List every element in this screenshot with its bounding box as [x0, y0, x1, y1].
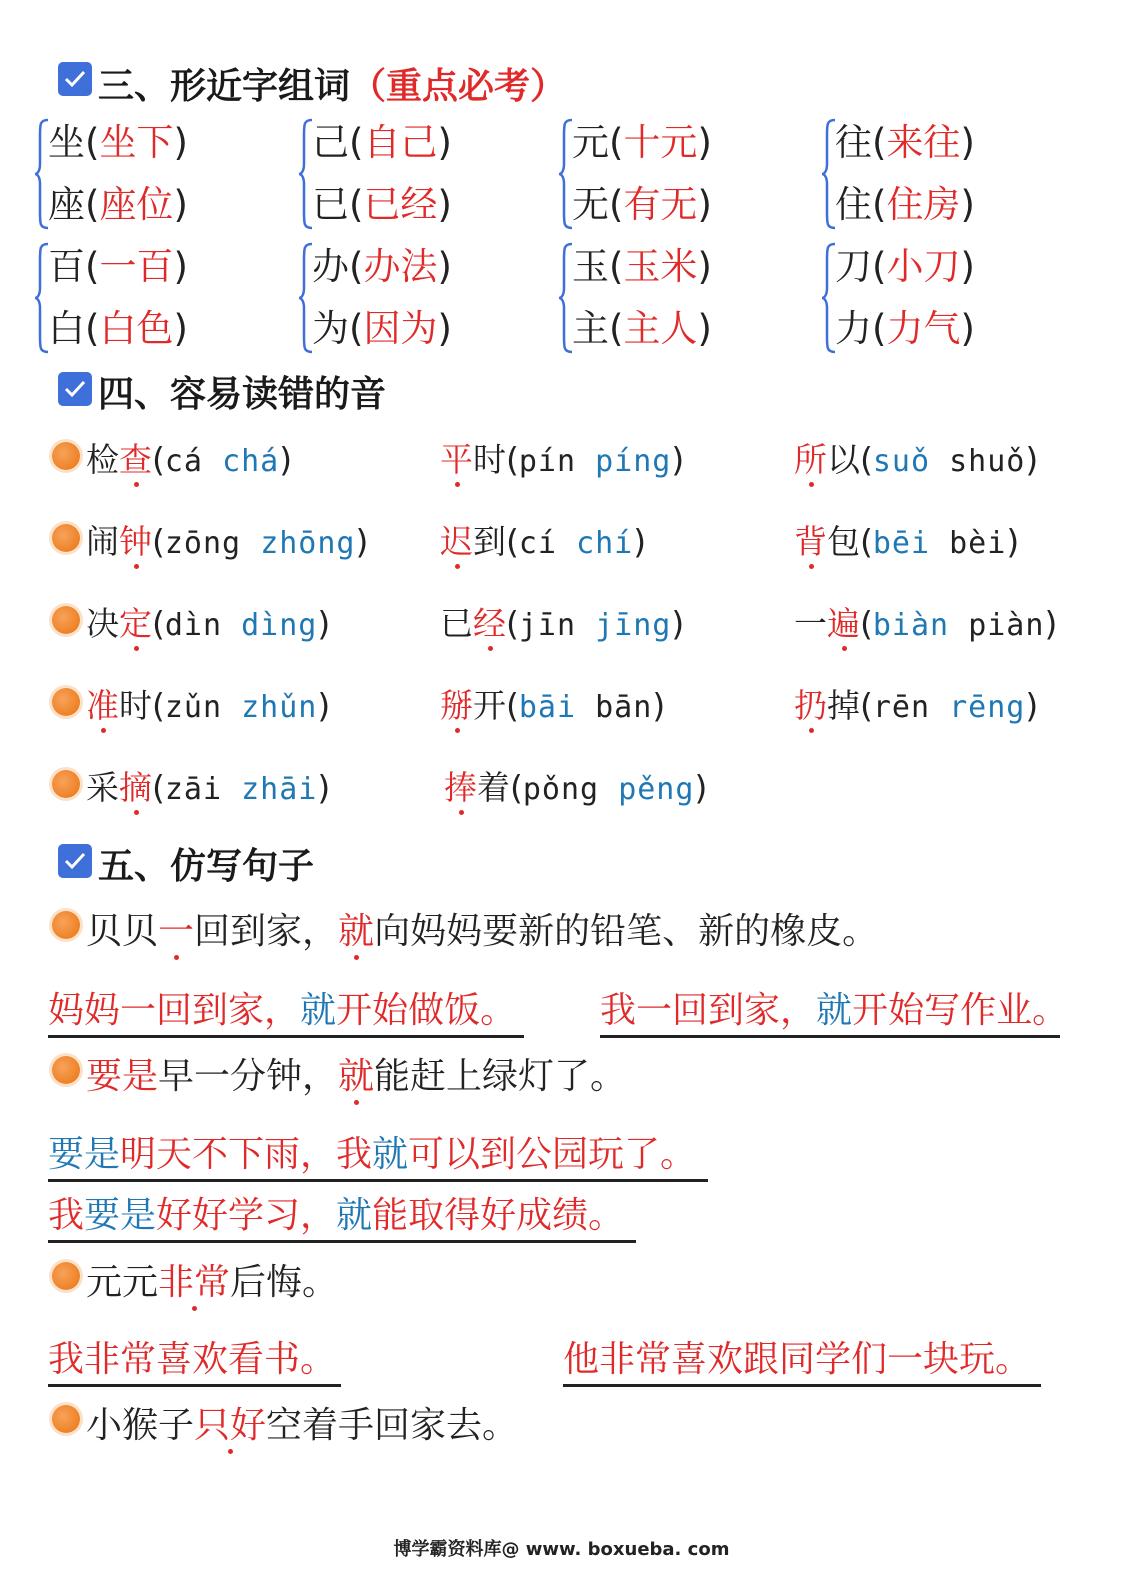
example-sentence-4: 小猴子只好空着手回家去。 — [86, 1397, 518, 1448]
bullet-icon — [52, 770, 80, 798]
pinyin-item: 检查(cá chá) — [86, 434, 292, 481]
char-pair: 坐(坐下) — [48, 121, 188, 164]
char-pair: 主(主人) — [572, 307, 712, 350]
answer-3b: 他非常喜欢跟同学们一块玩。 — [563, 1331, 1041, 1387]
footer-watermark: 博学霸资料库@ www. boxueba. com — [393, 1539, 730, 1560]
pinyin-item: 闹钟(zōng zhōng) — [86, 516, 368, 563]
pinyin-item: 平时(pín píng) — [440, 434, 684, 481]
char-pair: 力(力气) — [835, 307, 975, 350]
example-sentence-2: 要是早一分钟，就能赶上绿灯了。 — [86, 1048, 626, 1099]
bullet-icon — [52, 442, 80, 470]
char-pair: 办(办法) — [312, 245, 452, 288]
char-pair: 已(已经) — [312, 183, 452, 226]
section3-title: 三、形近字组词（重点必考） — [98, 66, 567, 107]
pinyin-item: 已经(jīn jīng) — [440, 598, 684, 645]
pinyin-item: 采摘(zāi zhāi) — [86, 762, 330, 809]
char-pair: 为(因为) — [312, 307, 452, 350]
checkbox-icon — [58, 372, 92, 406]
char-pair: 己(自己) — [312, 121, 452, 164]
char-pair: 无(有无) — [572, 183, 712, 226]
checkbox-icon — [58, 844, 92, 878]
char-pair: 住(住房) — [835, 183, 975, 226]
pinyin-item: 背包(bēi bèi) — [794, 516, 1019, 563]
bullet-icon — [52, 688, 80, 716]
bullet-icon — [52, 1405, 80, 1433]
pinyin-item: 迟到(cí chí) — [440, 516, 646, 563]
answer-3a: 我非常喜欢看书。 — [48, 1331, 341, 1387]
bullet-icon — [52, 911, 80, 939]
char-pair: 白(白色) — [48, 307, 188, 350]
section4-title: 四、容易读错的音 — [98, 374, 387, 415]
example-sentence-3: 元元非常后悔。 — [86, 1254, 338, 1305]
char-pair: 元(十元) — [572, 121, 712, 164]
answer-1b: 我一回到家，就开始写作业。 — [600, 982, 1060, 1038]
pinyin-item: 所以(suǒ shuǒ) — [794, 434, 1038, 481]
checkbox-icon — [58, 62, 92, 96]
char-pair: 座(座位) — [48, 183, 188, 226]
pinyin-item: 决定(dìn dìng) — [86, 598, 330, 645]
char-pair: 刀(小刀) — [835, 245, 975, 288]
char-pair: 玉(玉米) — [572, 245, 712, 288]
bullet-icon — [52, 524, 80, 552]
pinyin-item: 捧着(pǒng pěng) — [444, 762, 707, 809]
char-pair: 往(来往) — [835, 121, 975, 164]
section5-title: 五、仿写句子 — [98, 846, 315, 887]
pinyin-item: 准时(zǔn zhǔn) — [86, 680, 330, 727]
pinyin-item: 掰开(bāi bān) — [440, 680, 665, 727]
char-pair: 百(一百) — [48, 245, 188, 288]
pinyin-item: 扔掉(rēn rēng) — [794, 680, 1038, 727]
example-sentence-1: 贝贝一回到家，就向妈妈要新的铅笔、新的橡皮。 — [86, 903, 878, 954]
bullet-icon — [52, 606, 80, 634]
bullet-icon — [52, 1056, 80, 1084]
answer-1a: 妈妈一回到家，就开始做饭。 — [48, 982, 524, 1038]
answer-2b: 我要是好好学习，就能取得好成绩。 — [48, 1187, 636, 1243]
answer-2a: 要是明天不下雨，我就可以到公园玩了。 — [48, 1126, 708, 1182]
bullet-icon — [52, 1262, 80, 1290]
pinyin-item: 一遍(biàn piàn) — [794, 598, 1057, 645]
